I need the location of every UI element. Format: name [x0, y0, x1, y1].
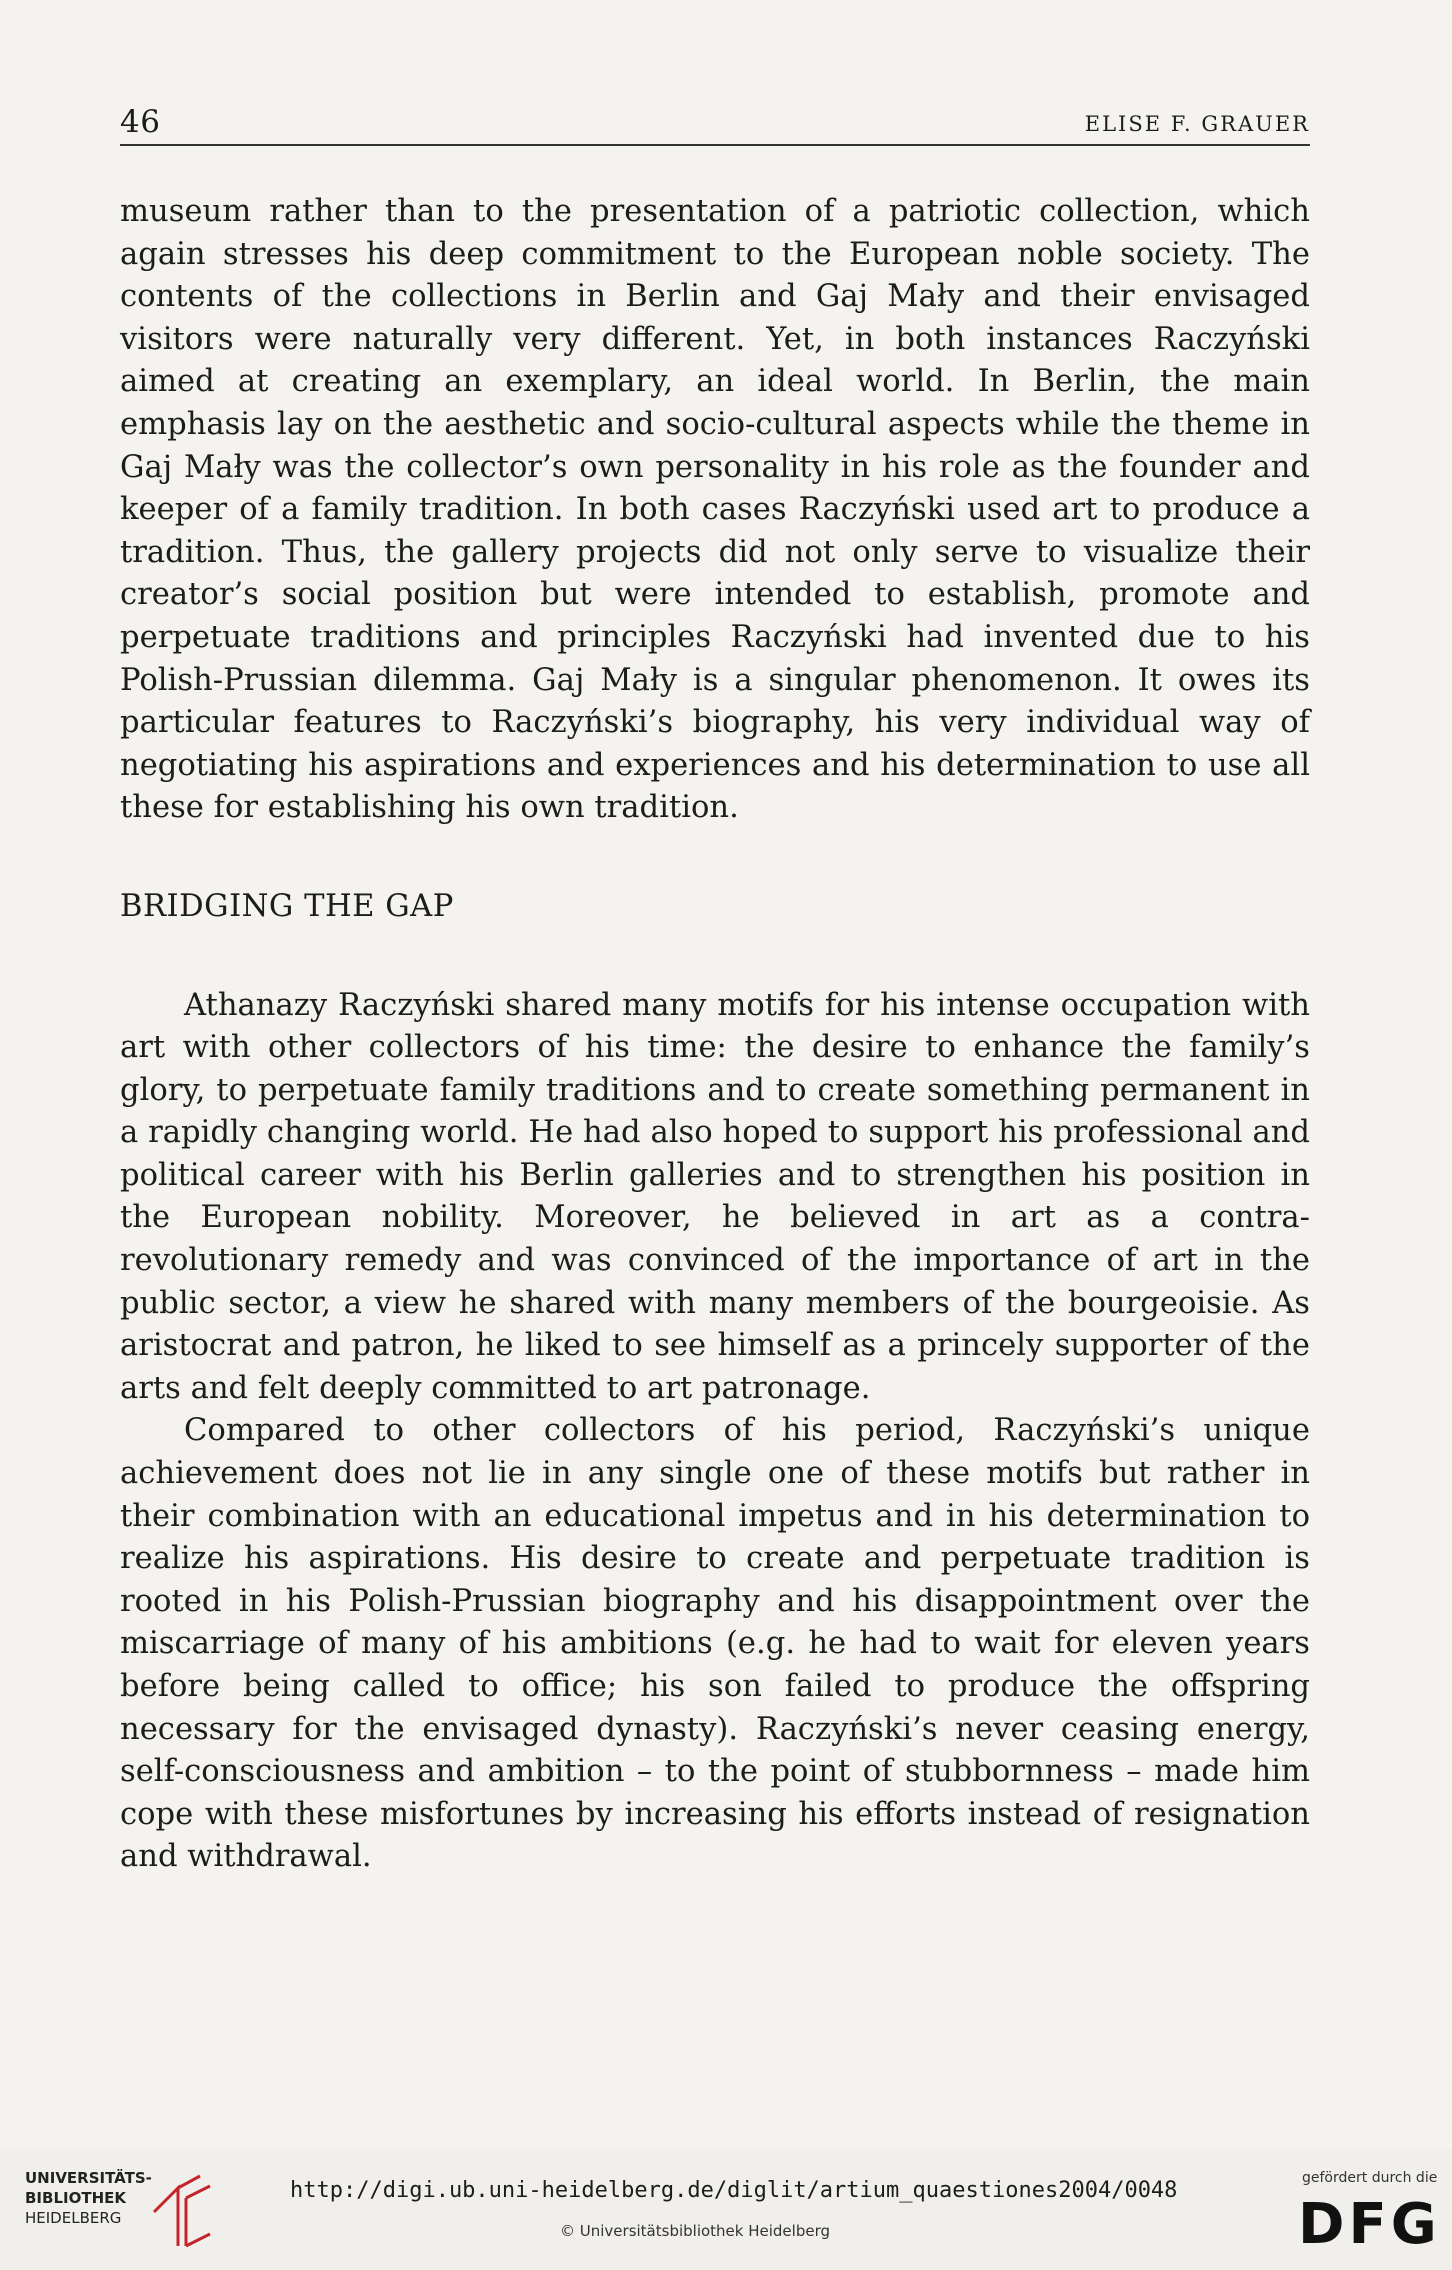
section-heading: BRIDGING THE GAP: [120, 888, 454, 924]
copyright-notice: © Universitätsbibliothek Heidelberg: [560, 2222, 831, 2240]
library-name-line-1: UNIVERSITÄTS-: [25, 2169, 152, 2187]
funder-note: gefördert durch die: [1302, 2170, 1438, 2186]
body-text: [120, 191, 1310, 1879]
page-header: [120, 100, 1310, 146]
library-mark-icon: [148, 2172, 216, 2250]
paragraph-2: Athanazy Raczyński shared many motifs for his intense occupation with art with other collectors of his time: the desire to enhance the family’s glory, to perpetuate family traditions and to create something permanent in a rapidly changing world. He had also hoped to support his professional and political career with his Berlin galleries and to strengthen his position in the European nobility. Moreover, he believed in art as a contra-revolutionary remedy and was convinced of the importance of art in the public sector, a view he shared with many members of the bourgeoisie. As aristocrat and patron, he liked to see himself as a princely supporter of the arts and felt deeply committed to art patronage.: [120, 987, 1310, 1406]
library-logo: [25, 2168, 205, 2248]
running-head: ELISE F. GRAUER: [1084, 112, 1310, 136]
library-name-line-2: BIBLIOTHEK: [25, 2189, 126, 2207]
dfg-logo: DFG: [1298, 2192, 1441, 2257]
page-number: 46: [120, 104, 161, 140]
digitization-footer: [0, 2148, 1452, 2270]
library-name-line-3: HEIDELBERG: [25, 2209, 122, 2227]
source-url-link[interactable]: http://digi.ub.uni-heidelberg.de/diglit/artium_quaestiones2004/0048: [290, 2178, 1178, 2203]
paragraph-1: museum rather than to the presentation of a patriotic collection, which again stresses his deep commitment to the European noble society. The contents of the collections in Berlin and Gaj Mały and their envisaged visitors were naturally very different. Yet, in both instances Raczyński aimed at creating an exemplary, an ideal world. In Berlin, the main emphasis lay on the aesthetic and socio-cultural aspects while the theme in Gaj Mały was the collector’s own personality in his role as the founder and keeper of a family tradition. In both cases Raczyński used art to produce a tradition. Thus, the gallery projects did not only serve to visualize their creator’s social position but were intended to establish, promote and perpetuate traditions and principles Raczyński had invented due to his Polish-Prussian dilemma. Gaj Mały is a singular phenomenon. It owes its particular features to Raczyński’s biography, his very individual way of negotiating his aspirations and experiences and his determination to use all these for establishing his own tradition.: [120, 194, 1310, 826]
paragraph-3: Compared to other collectors of his period, Raczyński’s unique achievement does not lie in any single one of these motifs but rather in their combination with an educational impetus and in his determination to realize his aspirations. His desire to create and perpetuate tradition is rooted in his Polish-Prussian biography and his disappointment over the miscarriage of many of his ambitions (e.g. he had to wait for eleven years before being called to office; his son failed to produce the offspring necessary for the envisaged dynasty). Raczyński’s never ceasing energy, self-consciousness and ambition – to the point of stubbornness – made him cope with these misfortunes by increasing his efforts instead of resignation and withdrawal.: [120, 1413, 1310, 1875]
